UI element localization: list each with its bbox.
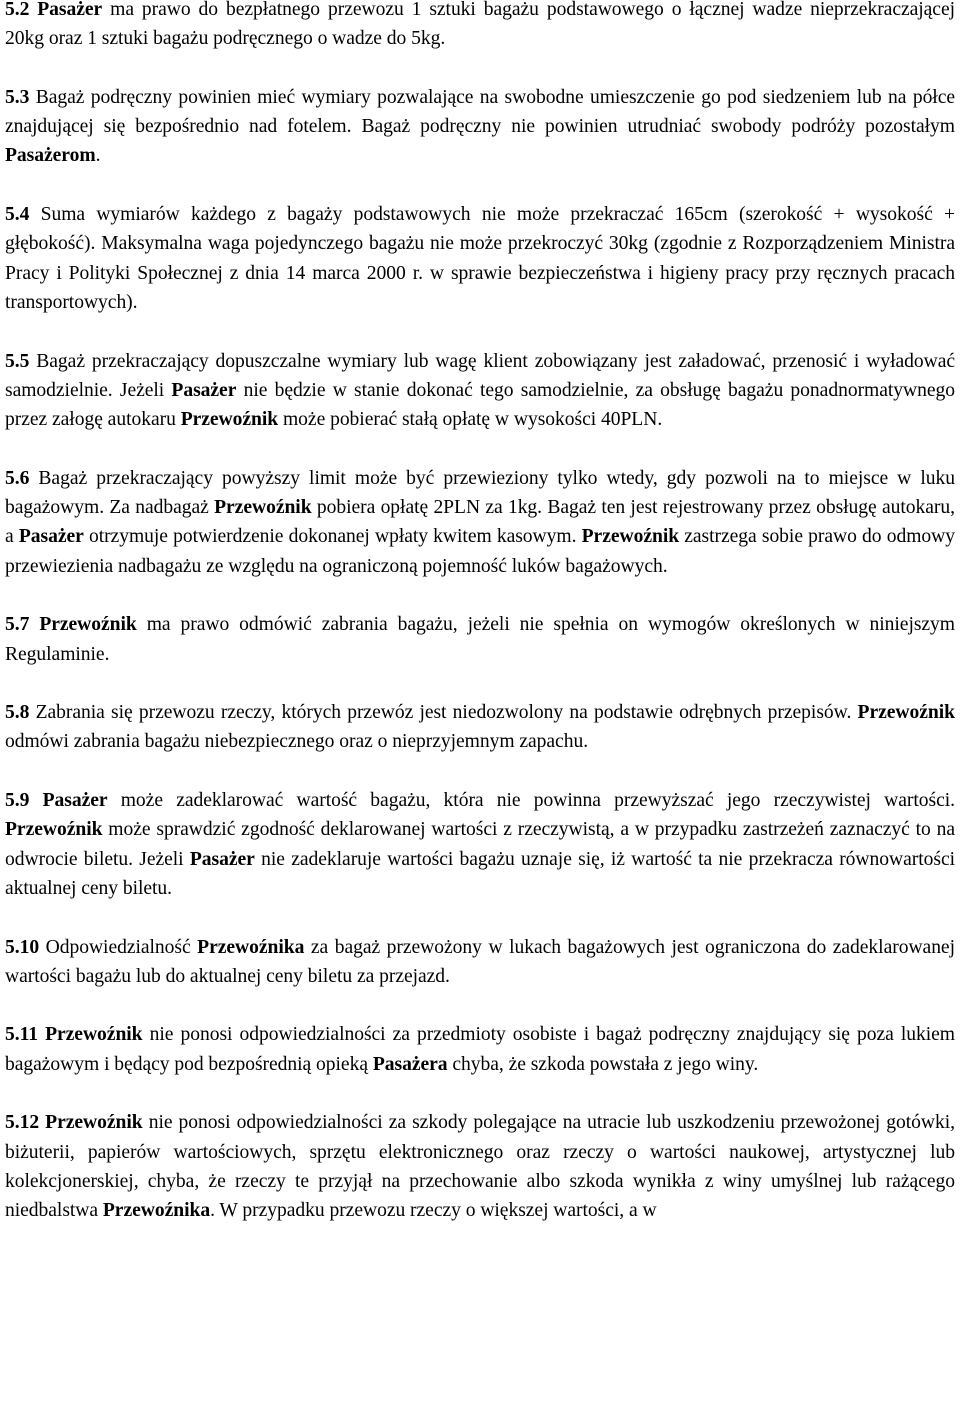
text-segment: Bagaż przekraczający dopuszczalne wymiary lub wagę klient zobowiązany jest załadować, przenosić i wyładować samodzielnie. Jeżeli bbox=[5, 350, 955, 401]
bold-term: 5.10 bbox=[5, 936, 40, 958]
bold-term: Pasażer bbox=[171, 379, 237, 401]
bold-term: Przewoźnik bbox=[581, 526, 680, 548]
text-segment: nie będzie w stanie dokonać tego samodzielnie, za obsługę bagażu ponadnormatywnego przez załogę autokaru bbox=[5, 379, 956, 431]
bold-term: 5.4 bbox=[5, 204, 30, 226]
bold-term: Przewoźnika bbox=[197, 936, 305, 958]
bold-term: 5.6 bbox=[5, 467, 30, 489]
bold-term: Przewoźnik bbox=[214, 497, 312, 519]
text-segment: za bagaż przewożony w lukach bagażowych jest ograniczona do zadeklarowanej wartości bagażu lub do aktualnej ceny biletu za przejazd. bbox=[5, 936, 955, 987]
text-segment: Bagaż przekraczający powyższy limit może być przewieziony tylko wtedy, gdy pozwoli na to miejsce w luku bagażowym. Za nadbagaż bbox=[5, 467, 955, 519]
text-segment: pobiera opłatę 2PLN za 1kg. Bagaż ten jest rejestrowany przez obsługę autokaru, a bbox=[5, 497, 955, 548]
bold-term: 5.12 bbox=[5, 1112, 40, 1134]
text-segment: może pobierać stałą opłatę w wysokości 40PLN. bbox=[278, 409, 663, 431]
text-segment: nie ponosi odpowiedzialności za przedmioty osobiste i bagaż podręczny znajdujący się poza lukiem bagażowym i będący pod bezpośrednią opieką bbox=[5, 1024, 955, 1075]
text-segment: Zabrania się przewozu rzeczy, których przewóz jest niedozwolony na podstawie odrębnych przepisów. bbox=[29, 702, 858, 724]
bold-term: 5.7 bbox=[5, 614, 30, 636]
bold-term: Przewoźnik bbox=[857, 702, 955, 724]
bold-term: 5.2 bbox=[5, 0, 38, 20]
paragraph-5-5 bbox=[5, 347, 955, 435]
text-segment: nie ponosi odpowiedzialności za szkody polegające na utracie lub uszkodzeniu przewożonej gotówki, biżuterii, papierów wartościowych, sprzętu elektronicznego oraz rzeczy o wartości naukowej, artystycznej lub kolekcjonerskiej, chyba, że rzeczy te przyjął na przechowanie albo szkoda wynikła z winy umyślnej lub rażącego niedbalstwa bbox=[5, 1112, 955, 1222]
bold-term: 5.3 bbox=[5, 86, 30, 108]
text-segment: może zadeklarować wartość bagażu, która nie powinna przewyższać jego rzeczywistej wartości. bbox=[107, 790, 955, 812]
text-segment: ma prawo do bezpłatnego przewozu 1 sztuki bagażu podstawowego o łącznej wadze nieprzekraczającej 20kg oraz 1 sztuki bagażu podręcznego o wadze do 5kg. bbox=[5, 0, 955, 50]
bold-term: Przewoźnik bbox=[180, 409, 279, 431]
paragraph-5-9 bbox=[5, 786, 955, 903]
regulations-section-5 bbox=[5, 0, 955, 1225]
text-segment: otrzymuje potwierdzenie dokonanej wpłaty kwitem kasowym. bbox=[83, 526, 582, 548]
document-page bbox=[5, 0, 955, 1255]
bold-term: Przewoźnik bbox=[45, 1112, 143, 1134]
bold-term: Przewoźnik bbox=[39, 614, 137, 636]
paragraph-5-6 bbox=[5, 464, 955, 581]
text-segment: . bbox=[95, 145, 101, 167]
bold-term: 5.8 bbox=[5, 702, 30, 724]
text-segment: Bagaż podręczny powinien mieć wymiary pozwalające na swobodne umieszczenie go pod siedzeniem lub na półce znajdującej się bezpośrednio nad fotelem. Bagaż podręczny nie powinien utrudniać swobody podróży pozostałym bbox=[5, 86, 955, 138]
bold-term: Pasażer bbox=[189, 848, 255, 870]
text-segment: zastrzega sobie prawo do odmowy przewiezienia nadbagażu ze względu na ograniczoną pojemność luków bagażowych. bbox=[5, 526, 955, 577]
paragraph-5-2 bbox=[5, 0, 955, 54]
bold-term: Pasażer bbox=[18, 526, 84, 548]
paragraph-5-10 bbox=[5, 933, 955, 992]
text-segment: . W przypadku przewozu rzeczy o większej wartości, a w bbox=[210, 1200, 657, 1222]
paragraph-5-7 bbox=[5, 610, 955, 669]
bold-term: Pasażer bbox=[37, 0, 103, 20]
text-segment: odmówi zabrania bagażu niebezpiecznego oraz o nieprzyjemnym zapachu. bbox=[5, 731, 589, 753]
bold-term: 5.11 bbox=[5, 1024, 39, 1046]
paragraph-5-11 bbox=[5, 1020, 955, 1079]
text-segment: Odpowiedzialność bbox=[39, 936, 198, 958]
paragraph-5-12 bbox=[5, 1108, 955, 1225]
text-segment: chyba, że szkoda powstała z jego winy. bbox=[447, 1053, 759, 1075]
text-segment: nie zadeklaruje wartości bagażu uznaje się, iż wartość ta nie przekracza równowartości aktualnej ceny biletu. bbox=[5, 848, 955, 899]
paragraph-5-3 bbox=[5, 83, 955, 171]
bold-term: Przewoźnika bbox=[102, 1200, 211, 1222]
bold-term: 5.9 bbox=[5, 790, 30, 812]
bold-term: Przewoźnik bbox=[5, 819, 103, 841]
bold-term: Pasażera bbox=[372, 1053, 448, 1075]
text-segment: może sprawdzić zgodność deklarowanej wartości z rzeczywistą, a w przypadku zastrzeżeń zaznaczyć to na odwrocie biletu. Jeżeli bbox=[5, 819, 955, 870]
bold-term: Przewoźnik bbox=[45, 1024, 143, 1046]
bold-term: Pasażerom bbox=[5, 145, 96, 167]
bold-term: 5.5 bbox=[5, 350, 30, 372]
paragraph-5-8 bbox=[5, 698, 955, 757]
text-segment bbox=[29, 614, 39, 635]
text-segment bbox=[29, 790, 42, 811]
text-segment: ma prawo odmówić zabrania bagażu, jeżeli nie spełnia on wymogów określonych w niniejszym Regulaminie. bbox=[5, 614, 955, 665]
bold-term: Pasażer bbox=[42, 790, 108, 812]
text-segment: Suma wymiarów każdego z bagaży podstawowych nie może przekraczać 165cm (szerokość + wysokość + głębokość). Maksymalna waga pojedynczego bagażu nie może przekroczyć 30kg (zgodnie z Rozporządzeniem Ministra Pracy i Polityki Społecznej z dnia 14 marca 2000 r. w sprawie bezpieczeństwa i higieny pracy przy ręcznych pracach transportowych). bbox=[5, 204, 955, 313]
paragraph-5-4 bbox=[5, 200, 955, 317]
